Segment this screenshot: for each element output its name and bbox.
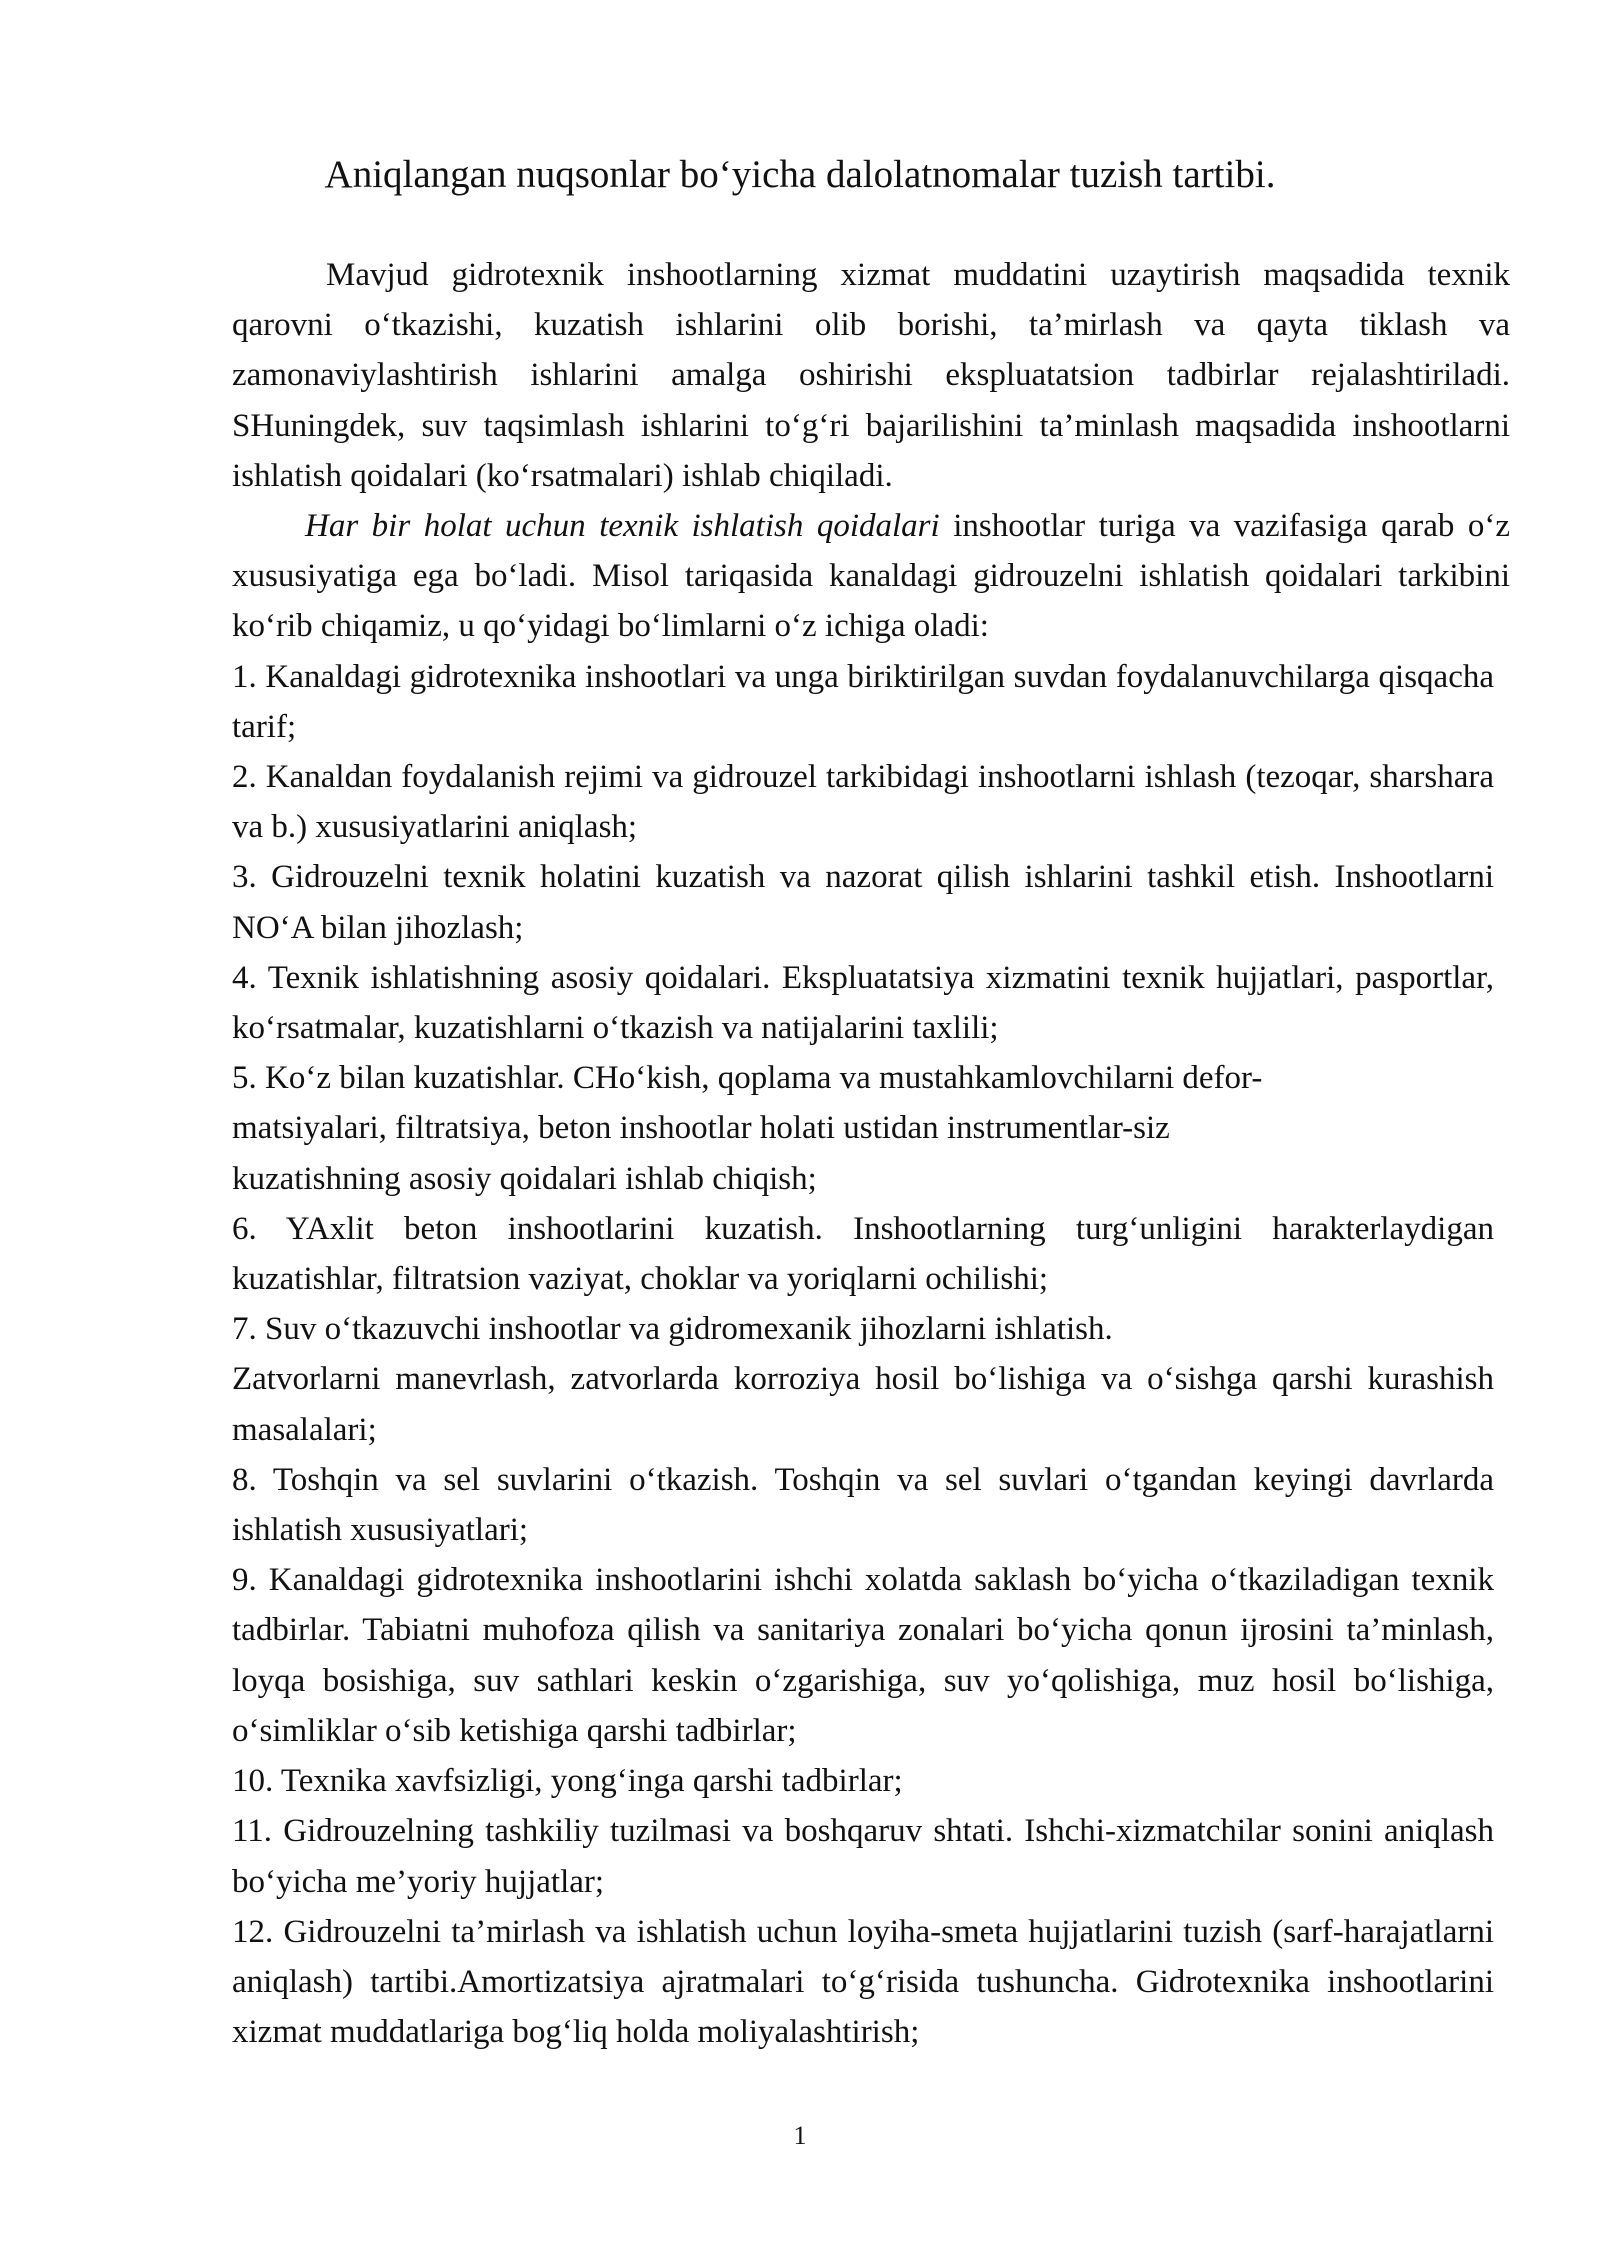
list-item-6: 6. YAxlit beton inshootlarini kuzatish. Inshootlarning turg‘unligini harakterlaydigan kuzatishlar, filtratsion vaziyat, choklar va yoriqlarni ochilishi; bbox=[232, 1210, 1494, 1298]
list-item-10: 10. Texnika xavfsizligi, yong‘inga qarshi tadbirlar; bbox=[232, 1763, 903, 1800]
list-item-11: 11. Gidrouzelning tashkiliy tuzilmasi va boshqaruv shtati. Ishchi-xizmatchilar sonini aniqlash bo‘yicha me’yoriy hujjatlar; bbox=[232, 1813, 1494, 1900]
list-item-7: 7. Suv o‘tkazuvchi inshootlar va gidromexanik jihozlarni ishlatish. bbox=[232, 1311, 1113, 1348]
list-item-9: 9. Kanaldagi gidrotexnika inshootlarini ishchi xolatda saklash bo‘yicha o‘tkaziladigan texnik tadbirlar. Tabiatni muhofoza qilish va sanitariya zonalari bo‘yicha qonun ijrosini ta’minlash, loyqa bosishiga, suv sathlari keskin o‘zgarishiga, suv yo‘qolishiga, muz hosil bo‘lishiga, o‘simliklar o‘sib ketishiga qarshi tadbirlar; bbox=[232, 1562, 1494, 1749]
list-item-2: 2. Kanaldan foydalanish rejimi va gidrouzel tarkibidagi inshootlarni ishlash (tezoqar, sharshara va b.) xususiyatlarini aniqlash; bbox=[232, 759, 1494, 846]
intro-paragraph: Mavjud gidrotexnik inshootlarning xizmat muddatini uzaytirish maqsadida texnik qarovni o‘tkazishi, kuzatish ishlarini olib borishi, ta’mirlash va qayta tiklash va zamonaviylashtirish ishlarini amalga oshirishi ekspluatatsion tadbirlar rejalashtiriladi. SHuningdek, suv taqsimlash ishlarini to‘g‘ri bajarilishini ta’minlash maqsadida inshootlarni ishlatish qoidalari (ko‘rsatmalari) ishlab chiqiladi. bbox=[232, 257, 1510, 494]
rules-paragraph-text: inshootlar turiga va vazifasiga qarab o‘z xususiyatiga ega bo‘ladi. Misol tariqasida kanaldagi gidrouzelni ishlatish qoidalari tarkibini ko‘rib chiqamiz, u qo‘yidagi bo‘limlarni o‘z ichiga oladi: bbox=[232, 508, 1510, 645]
list-item-12: 12. Gidrouzelni ta’mirlash va ishlatish uchun loyiha-smeta hujjatlarini tuzish (sarf-harajatlarni aniqlash) tartibi.Amortizatsiya ajratmalari to‘g‘risida tushuncha. Gidrotexnika inshootlarini xizmat muddatlariga bog‘liq holda moliyalashtirish; bbox=[232, 1913, 1494, 2051]
list-item-5-line-1: 5. Ko‘z bilan kuzatishlar. CHo‘kish, qoplama va mustahkamlovchilarni defor- bbox=[232, 1060, 1263, 1097]
list-item-5-line-3: kuzatishning asosiy qoidalari ishlab chiqish; bbox=[232, 1160, 817, 1197]
rules-italic-phrase: Har bir holat uchun texnik ishlatish qoidalari bbox=[305, 508, 940, 545]
list-item-4: 4. Texnik ishlatishning asosiy qoidalari. Ekspluatatsiya xizmatini texnik hujjatlari, pasportlar, ko‘rsatmalar, kuzatishlarni o‘tkazish va natijalarini taxlili; bbox=[232, 959, 1494, 1047]
list-item-8: 8. Toshqin va sel suvlarini o‘tkazish. Toshqin va sel suvlari o‘tgandan keyingi davrlarda ishlatish xususiyatlari; bbox=[232, 1461, 1494, 1549]
list-item-3: 3. Gidrouzelni texnik holatini kuzatish va nazorat qilish ishlarini tashkil etish. Inshootlarni NO‘A bilan jihozlash; bbox=[232, 859, 1494, 946]
list-item-7-continued: Zatvorlarni manevrlash, zatvorlarda korroziya hosil bo‘lishiga va o‘sishga qarshi kurashish masalalari; bbox=[232, 1361, 1494, 1448]
rules-paragraph bbox=[232, 501, 1510, 652]
list-item-1: 1. Kanaldagi gidrotexnika inshootlari va unga biriktirilgan suvdan foydalanuvchilarga qisqacha tarif; bbox=[232, 658, 1494, 745]
page-number: 1 bbox=[793, 2121, 807, 2150]
document-body bbox=[232, 250, 1510, 2057]
list-item-5-line-2: matsiyalari, filtratsiya, beton inshootlar holati ustidan instrumentlar-siz bbox=[232, 1110, 1170, 1147]
document-title: Aniqlangan nuqsonlar bo‘yicha dalolatnomalar tuzish tartibi. bbox=[324, 153, 1276, 196]
